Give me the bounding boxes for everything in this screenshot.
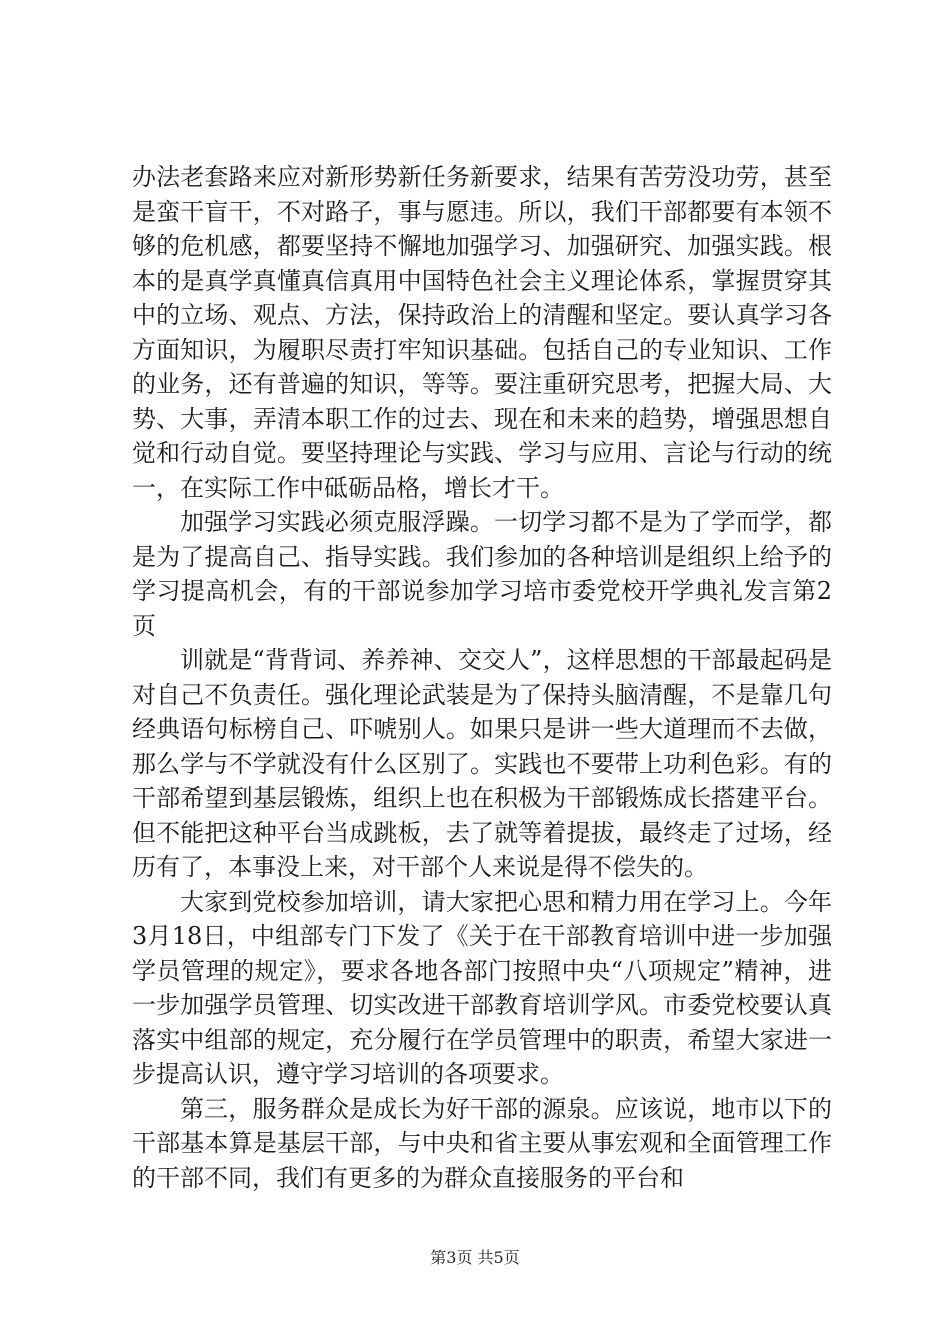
paragraph-1: 办法老套路来应对新形势新任务新要求，结果有苦劳没功劳，甚至是蛮干盲干，不对路子，事与愿违。所以，我们干部都要有本领不够的危机感，都要坚持不懈地加强学习、加强研究、加强实践。根本的是真学真懂真信真用中国特色社会主义理论体系，掌握贯穿其中的立场、观点、方法，保持政治上的清醒和坚定。要认真学习各方面知识，为履职尽责打牢知识基础。包括自己的专业知识、工作的业务，还有普遍的知识，等等。要注重研究思考，把握大局、大势、大事，弄清本职工作的过去、现在和未来的趋势，增强思想自觉和行动自觉。要坚持理论与实践、学习与应用、言论与行动的统一，在实际工作中砥砺品格，增长才干。: [132, 163, 832, 502]
paragraph-3: 训就是“背背词、养养神、交交人”，这样思想的干部最起码是对自己不负责任。强化理论武装是为了保持头脑清醒，不是靠几句经典语句标榜自己、吓唬别人。如果只是讲一些大道理而不去做，那么学与不学就没有什么区别了。实践也不要带上功利色彩。有的干部希望到基层锻炼，组织上也在积极为干部锻炼成长搭建平台。但不能把这种平台当成跳板，去了就等着提拔，最终走了过场，经历有了，本事没上来，对干部个人来说是得不偿失的。: [132, 646, 832, 881]
paragraph-2: 加强学习实践必须克服浮躁。一切学习都不是为了学而学，都是为了提高自己、指导实践。我们参加的各种培训是组织上给予的学习提高机会，有的干部说参加学习培市委党校开学典礼发言第2页: [132, 508, 832, 640]
paragraph-5: 第三，服务群众是成长为好干部的源泉。应该说，地市以下的干部基本算是基层干部，与中央和省主要从事宏观和全面管理工作的干部不同，我们有更多的为群众直接服务的平台和: [132, 1094, 832, 1192]
paragraph-4: 大家到党校参加培训，请大家把心思和精力用在学习上。今年3月18日，中组部专门下发了《关于在干部教育培训中进一步加强学员管理的规定》，要求各地各部门按照中央“八项规定”精神，进一步加强学员管理、切实改进干部教育培训学风。市委党校要认真落实中组部的规定，充分履行在学员管理中的职责，希望大家进一步提高认识，遵守学习培训的各项要求。: [132, 887, 832, 1088]
body-text: [132, 160, 832, 1195]
page-number-footer: 第3页 共5页: [430, 1248, 520, 1267]
